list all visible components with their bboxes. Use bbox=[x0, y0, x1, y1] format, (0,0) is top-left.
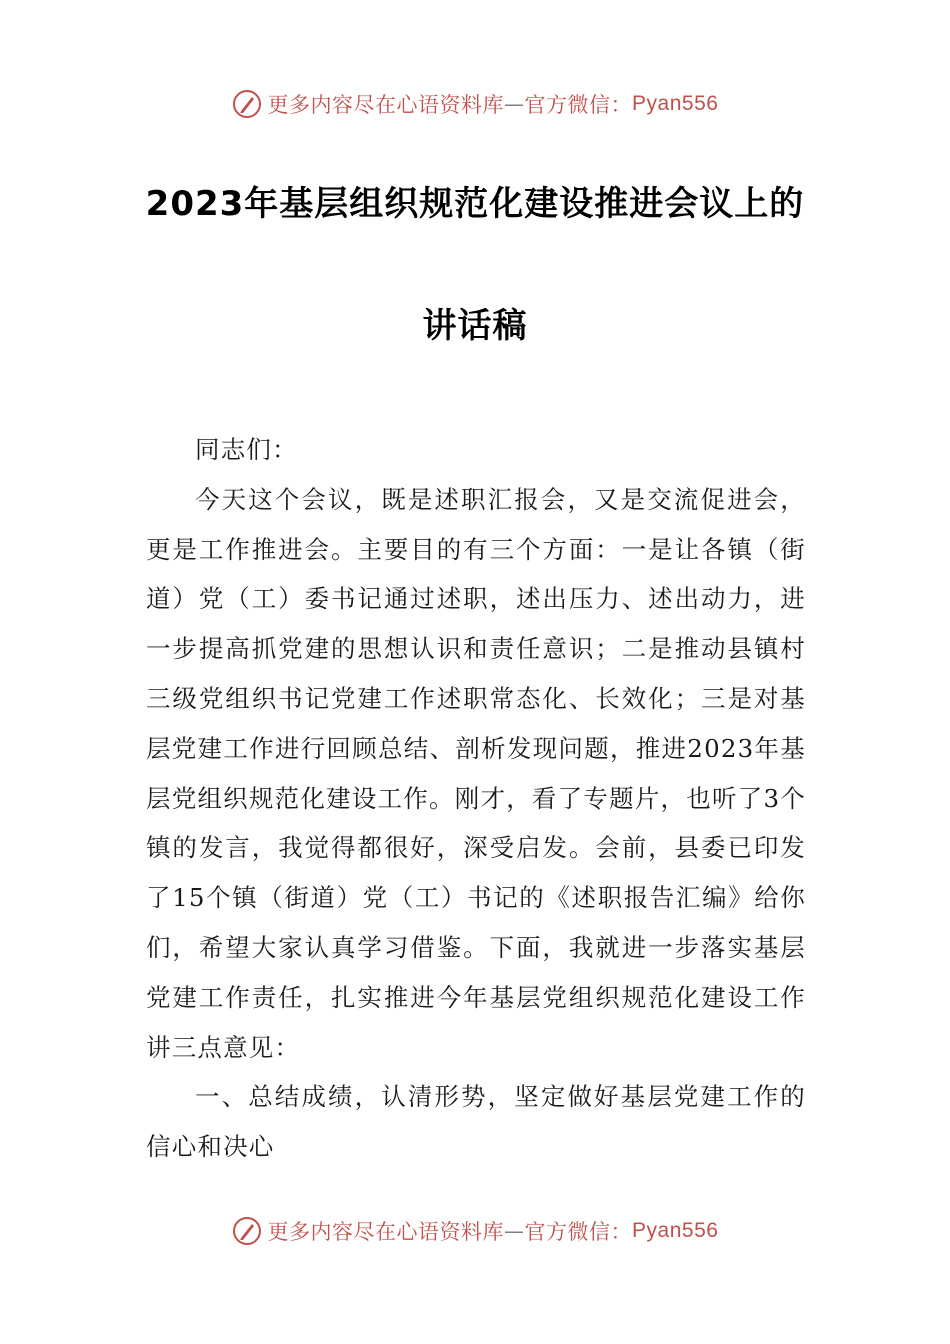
watermark-dash: — bbox=[504, 92, 525, 116]
paragraph-intro: 今天这个会议，既是述职汇报会，又是交流促进会，更是工作推进会。主要目的有三个方面：一是让各镇（街道）党（工）委书记通过述职，述出压力、述出动力，进一步提高抓党建的思想认识和责任意识；二是推动县镇村三级党组织书记党建工作述职常态化、长效化；三是对基层党建工作进行回顾总结、剖析发现问题，推进2023年基层党组织规范化建设工作。刚才，看了专题片，也听了3个镇的发言，我觉得都很好，深受启发。会前，县委已印发了15个镇（街道）党（工）书记的《述职报告汇编》给你们，希望大家认真学习借鉴。下面，我就进一步落实基层党建工作责任，扎实推进今年基层党组织规范化建设工作讲三点意见： bbox=[146, 484, 806, 1062]
watermark-text: 更多内容尽在心语资料库 bbox=[267, 1220, 505, 1244]
watermark-contact-label: 官方微信： bbox=[524, 93, 633, 117]
footer-watermark bbox=[0, 1211, 950, 1251]
watermark-wechat-id: Pyan556 bbox=[632, 1219, 719, 1242]
section-heading-1: 一、总结成绩，认清形势，坚定做好基层党建工作的信心和决心 bbox=[146, 1082, 806, 1162]
watermark-contact-label: 官方微信： bbox=[524, 1220, 633, 1244]
quill-pen-logo-icon bbox=[232, 1216, 262, 1246]
document-title-line2: 讲话稿 bbox=[422, 306, 528, 346]
watermark-text: 更多内容尽在心语资料库 bbox=[267, 93, 505, 117]
watermark-dash: — bbox=[504, 1219, 525, 1243]
watermark-wechat-id: Pyan556 bbox=[632, 92, 719, 115]
salutation: 同志们： bbox=[195, 435, 298, 464]
header-watermark bbox=[0, 84, 950, 124]
document-title-line1: 2023年基层组织规范化建设推进会议上的 bbox=[145, 184, 805, 224]
document-body bbox=[146, 425, 806, 1172]
quill-pen-logo-icon bbox=[232, 89, 262, 119]
